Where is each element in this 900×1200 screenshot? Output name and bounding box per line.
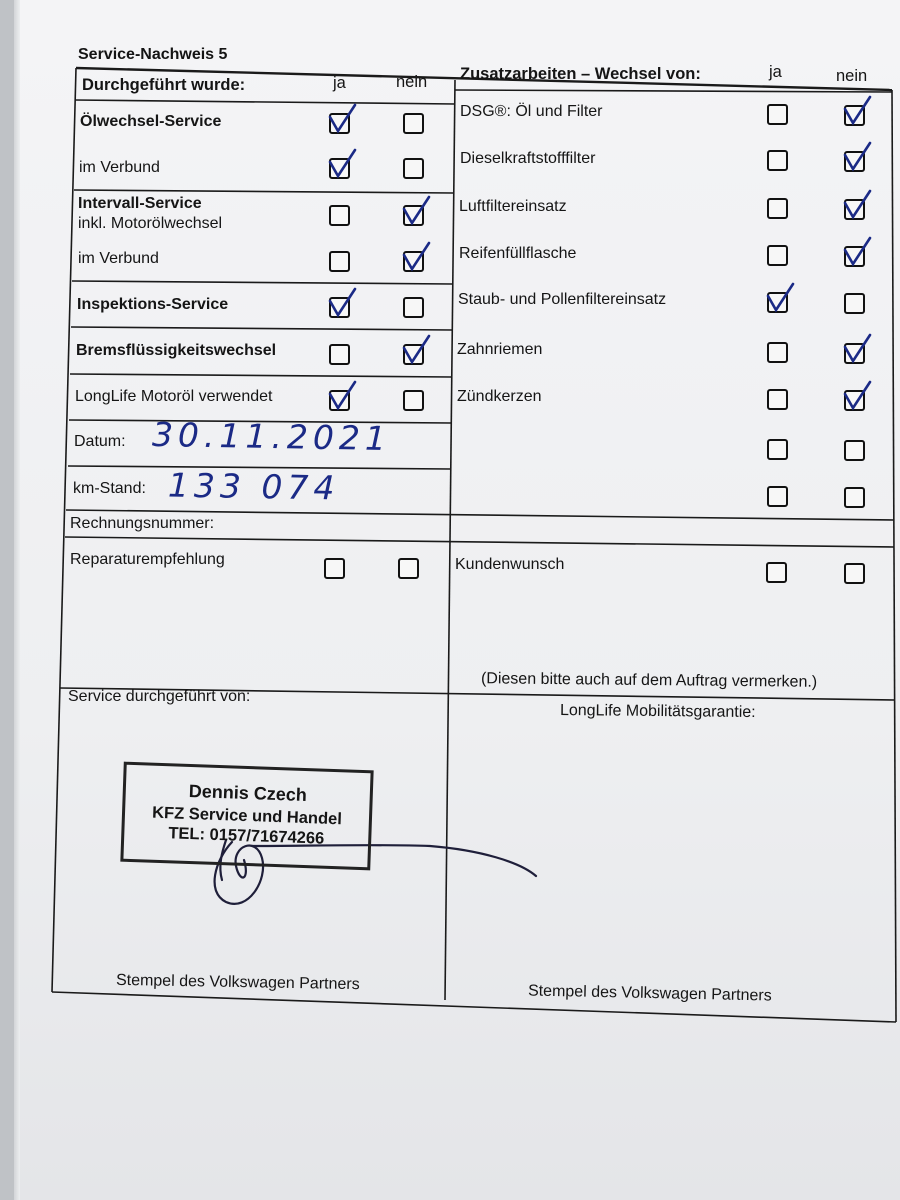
- right-col-nein: nein: [836, 67, 868, 85]
- km-stand-handwritten: 133 074: [167, 465, 340, 508]
- left-header: Durchgeführt wurde:: [82, 76, 246, 94]
- right-col-ja: ja: [769, 63, 782, 81]
- label-intervall-sub: inkl. Motorölwechsel: [78, 215, 223, 232]
- checkmark-icon: [842, 335, 876, 365]
- kundenwunsch-ja-checkbox[interactable]: [766, 562, 787, 583]
- kundenwunsch-nein-checkbox[interactable]: [844, 563, 865, 584]
- label-longlife-motoroel: LongLife Motoröl verwendet: [75, 388, 273, 405]
- left-row-0-ja-checkbox[interactable]: [329, 113, 350, 134]
- label-inspektions-service: Inspektions-Service: [77, 296, 229, 313]
- right-row-3-ja-checkbox[interactable]: [767, 245, 788, 266]
- left-row-3-ja-checkbox[interactable]: [329, 251, 350, 272]
- left-row-6-ja-checkbox[interactable]: [329, 390, 350, 411]
- left-row-6-nein-checkbox[interactable]: [403, 390, 424, 411]
- label-reparaturempfehlung: Reparaturempfehlung: [70, 551, 225, 568]
- stamp-phone: TEL: 0157/71674266: [168, 824, 325, 848]
- checkmark-icon: [765, 284, 799, 314]
- checkmark-icon: [327, 150, 361, 180]
- right-row-1-nein-checkbox[interactable]: [844, 151, 865, 172]
- dealer-stamp: [120, 762, 373, 871]
- left-col-nein: nein: [396, 73, 428, 91]
- left-row-4-nein-checkbox[interactable]: [403, 297, 424, 318]
- checkmark-icon: [842, 382, 876, 412]
- label-oelwechsel-service: Ölwechsel-Service: [80, 113, 222, 130]
- label-mobilitaetsgarantie: LongLife Mobilitätsgarantie:: [559, 701, 756, 722]
- stamp-name: Dennis Czech: [188, 780, 308, 806]
- label-im-verbund-2: im Verbund: [78, 250, 159, 267]
- right-row-8-nein-checkbox[interactable]: [844, 487, 865, 508]
- stamp-caption-left: Stempel des Volkswagen Partners: [115, 971, 360, 994]
- label-dsg: DSG®: Öl und Filter: [460, 103, 603, 120]
- left-row-5-ja-checkbox[interactable]: [329, 344, 350, 365]
- label-service-durchgefuehrt: Service durchgeführt von:: [68, 688, 251, 705]
- left-row-1-nein-checkbox[interactable]: [403, 158, 424, 179]
- reparatur-nein-checkbox[interactable]: [398, 558, 419, 579]
- checkmark-icon: [842, 238, 876, 268]
- label-zahnriemen: Zahnriemen: [457, 341, 543, 358]
- checkmark-icon: [401, 197, 435, 227]
- left-row-2-ja-checkbox[interactable]: [329, 205, 350, 226]
- right-row-6-nein-checkbox[interactable]: [844, 390, 865, 411]
- checkmark-icon: [842, 191, 876, 221]
- label-zuendkerzen: Zündkerzen: [457, 388, 542, 405]
- left-row-2-nein-checkbox[interactable]: [403, 205, 424, 226]
- label-reifenfuellflasche: Reifenfüllflasche: [459, 245, 577, 262]
- right-row-4-ja-checkbox[interactable]: [767, 292, 788, 313]
- right-row-2-nein-checkbox[interactable]: [844, 199, 865, 220]
- right-row-7-ja-checkbox[interactable]: [767, 439, 788, 460]
- datum-handwritten: 30.11.2021: [151, 414, 392, 459]
- left-row-1-ja-checkbox[interactable]: [329, 158, 350, 179]
- label-kundenwunsch: Kundenwunsch: [455, 556, 565, 573]
- label-bremsfluessigkeit: Bremsflüssigkeitswechsel: [76, 342, 277, 359]
- checkmark-icon: [327, 289, 361, 319]
- right-row-0-nein-checkbox[interactable]: [844, 105, 865, 126]
- label-intervall-service: Intervall-Service: [78, 195, 202, 212]
- label-dieselkraftstofffilter: Dieselkraftstofffilter: [460, 150, 596, 167]
- label-rechnungsnummer: Rechnungsnummer:: [70, 515, 215, 532]
- checkmark-icon: [842, 143, 876, 173]
- right-row-2-ja-checkbox[interactable]: [767, 198, 788, 219]
- right-row-7-nein-checkbox[interactable]: [844, 440, 865, 461]
- right-row-5-nein-checkbox[interactable]: [844, 343, 865, 364]
- label-im-verbund-1: im Verbund: [79, 159, 160, 176]
- right-row-0-ja-checkbox[interactable]: [767, 104, 788, 125]
- right-header: Zusatzarbeiten – Wechsel von:: [460, 65, 701, 83]
- right-row-6-ja-checkbox[interactable]: [767, 389, 788, 410]
- right-row-4-nein-checkbox[interactable]: [844, 293, 865, 314]
- right-row-3-nein-checkbox[interactable]: [844, 246, 865, 267]
- label-luftfiltereinsatz: Luftfiltereinsatz: [459, 198, 567, 215]
- form-title: Service-Nachweis 5: [78, 46, 228, 63]
- auftrag-note: (Diesen bitte auch auf dem Auftrag vermerken.): [480, 670, 818, 691]
- left-row-4-ja-checkbox[interactable]: [329, 297, 350, 318]
- right-row-1-ja-checkbox[interactable]: [767, 150, 788, 171]
- checkmark-icon: [327, 105, 361, 135]
- left-row-5-nein-checkbox[interactable]: [403, 344, 424, 365]
- left-row-0-nein-checkbox[interactable]: [403, 113, 424, 134]
- label-km-stand: km-Stand:: [73, 480, 146, 497]
- checkmark-icon: [401, 243, 435, 273]
- right-row-5-ja-checkbox[interactable]: [767, 342, 788, 363]
- left-col-ja: ja: [333, 74, 346, 92]
- checkmark-icon: [327, 382, 361, 412]
- left-row-3-nein-checkbox[interactable]: [403, 251, 424, 272]
- right-row-8-ja-checkbox[interactable]: [767, 486, 788, 507]
- checkmark-icon: [842, 97, 876, 127]
- reparatur-ja-checkbox[interactable]: [324, 558, 345, 579]
- label-staub-pollenfilter: Staub- und Pollenfiltereinsatz: [458, 291, 667, 308]
- label-datum: Datum:: [74, 433, 126, 450]
- stamp-business: KFZ Service und Handel: [151, 803, 343, 829]
- stamp-caption-right: Stempel des Volkswagen Partners: [527, 982, 772, 1005]
- checkmark-icon: [401, 336, 435, 366]
